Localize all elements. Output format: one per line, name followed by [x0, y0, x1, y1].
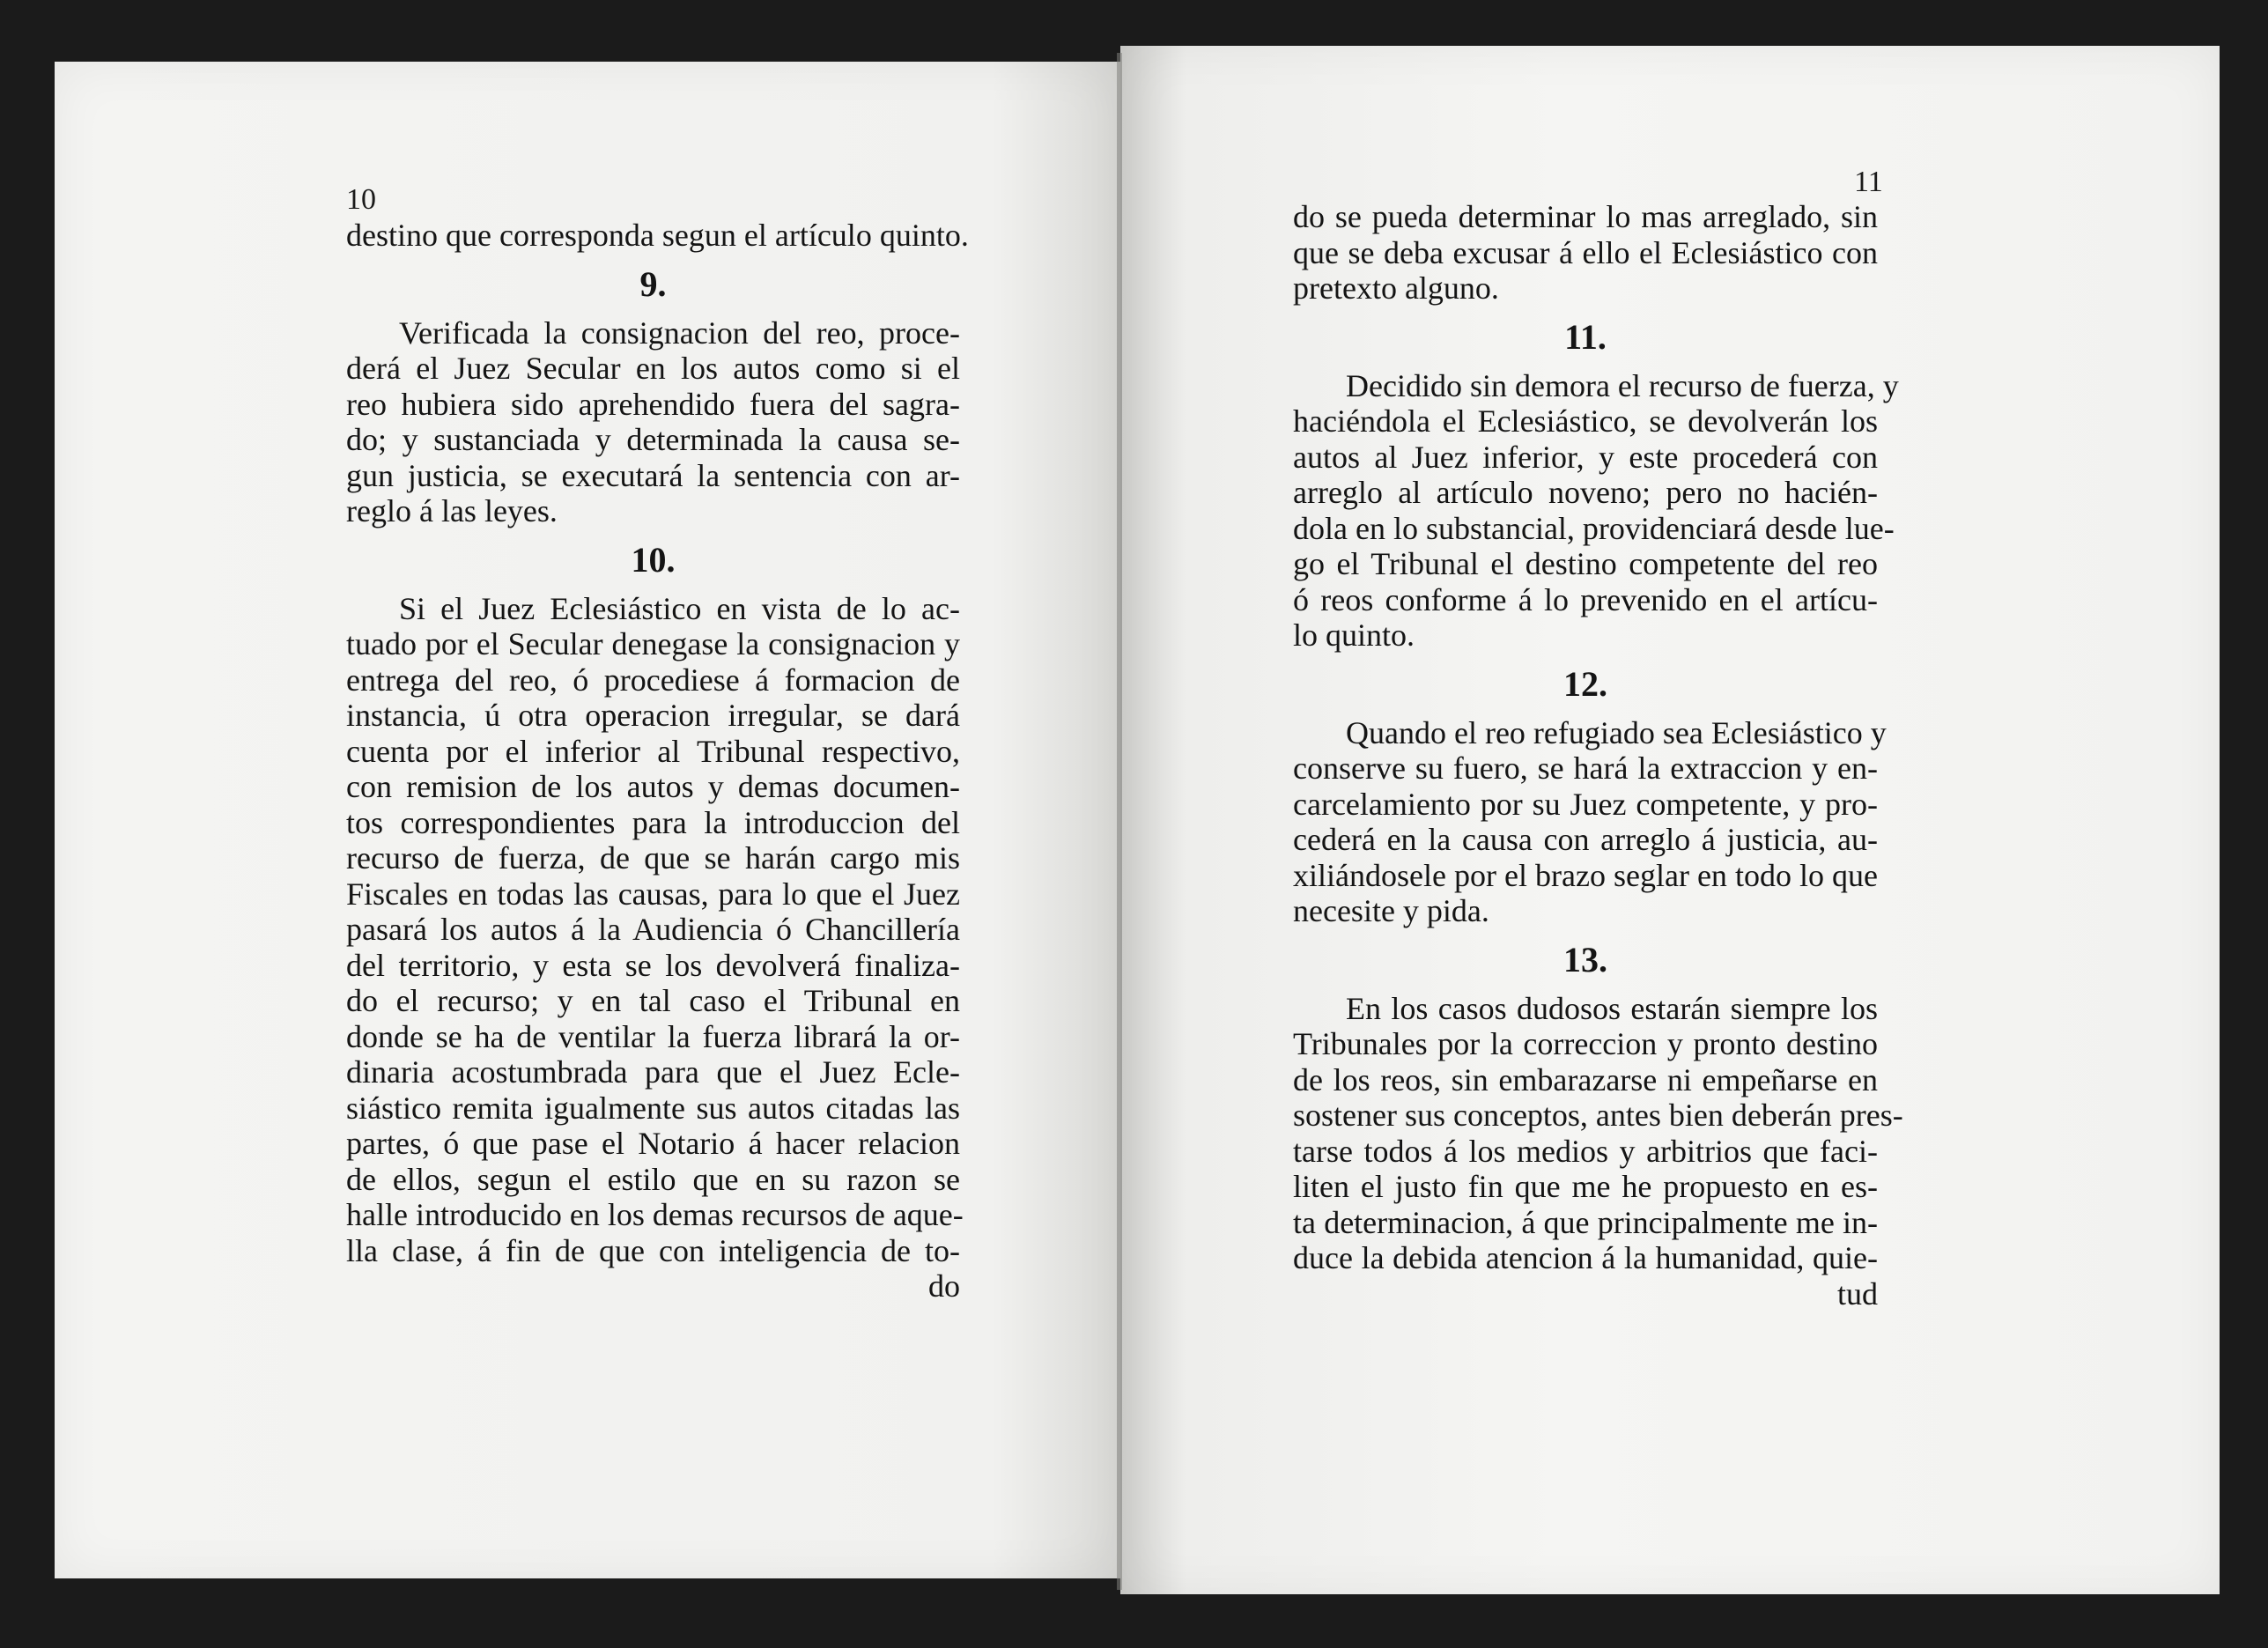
text-line: gun justicia, se executará la sentencia con ar-: [346, 457, 960, 493]
right-page-number: 11: [1854, 166, 1883, 198]
text-line: cederá en la causa con arreglo á justicia, au-: [1293, 822, 1878, 857]
text-line: cuenta por el inferior al Tribunal respectivo,: [346, 733, 960, 769]
text-line: go el Tribunal el destino competente del reo: [1293, 546, 1878, 581]
text-line: Quando el reo refugiado sea Eclesiástico y: [1346, 714, 1887, 750]
text-line: recurso de fuerza, de que se harán cargo mis: [346, 840, 960, 876]
text-line: do el recurso; y en tal caso el Tribunal en: [346, 983, 960, 1018]
paragraph: [346, 590, 964, 1269]
text-line: derá el Juez Secular en los autos como si el: [346, 351, 960, 386]
paragraph: [1293, 199, 1878, 307]
text-line: que se deba excusar á ello el Eclesiástico con: [1293, 234, 1878, 270]
text-line: destino que corresponda segun el artículo quinto.: [346, 218, 969, 253]
text-line: necesite y pida.: [1293, 893, 1489, 928]
text-line: de ellos, segun el estilo que en su razon se: [346, 1161, 960, 1197]
catchword: do: [928, 1268, 960, 1304]
article-number: 9.: [639, 263, 667, 304]
text-line: do; y sustanciada y determinada la causa se-: [346, 422, 960, 457]
right-text-column: [1293, 166, 1903, 1312]
text-line: xiliándosele por el brazo seglar en todo lo que: [1293, 857, 1878, 893]
text-line: duce la debida atencion á la humanidad, quie-: [1293, 1240, 1878, 1275]
text-line: tarse todos á los medios y arbitrios que faci-: [1293, 1133, 1878, 1169]
text-line: siástico remita igualmente sus autos citadas las: [346, 1090, 960, 1126]
text-line: pretexto alguno.: [1293, 270, 1499, 306]
text-line: reglo á las leyes.: [346, 493, 558, 528]
text-line: autos al Juez inferior, y este procederá con: [1293, 439, 1878, 475]
text-line: Decidido sin demora el recurso de fuerza, y: [1346, 367, 1899, 403]
text-line: pasará los autos á la Audiencia ó Chancillería: [346, 912, 960, 947]
text-line: do se pueda determinar lo mas arreglado, sin: [1293, 199, 1878, 234]
text-line: Fiscales en todas las causas, para lo que el Juez: [346, 876, 960, 912]
text-line: ta determinacion, á que principalmente me in-: [1293, 1204, 1878, 1240]
article-number: 12.: [1563, 663, 1607, 704]
text-line: liten el justo fin que me he propuesto en es-: [1293, 1169, 1878, 1204]
text-line: de los reos, sin embarazarse ni empeñarse en: [1293, 1061, 1878, 1097]
text-line: En los casos dudosos estarán siempre los: [1346, 990, 1878, 1026]
text-line: carcelamiento por su Juez competente, y pro-: [1293, 786, 1878, 822]
text-line: donde se ha de ventilar la fuerza librará la or-: [346, 1018, 960, 1054]
left-page-number: 10: [346, 183, 376, 216]
text-line: arreglo al artículo noveno; pero no hacién-: [1293, 475, 1878, 510]
paragraph: [1293, 990, 1903, 1276]
paragraph: [1293, 367, 1899, 654]
text-line: tuado por el Secular denegase la consignacion y: [346, 626, 960, 661]
text-line: lla clase, á fin de que con inteligencia de to-: [346, 1232, 960, 1268]
left-text-column: [346, 182, 969, 1304]
text-line: entrega del reo, ó procediese á formacion de: [346, 661, 960, 698]
article-number: 11.: [1564, 316, 1607, 357]
text-line: Tribunales por la correccion y pronto destino: [1293, 1026, 1878, 1061]
paragraph: [1293, 714, 1887, 929]
text-line: dinaria acostumbrada para que el Juez Ecle-: [346, 1054, 960, 1090]
catchword: tud: [1836, 1275, 1878, 1312]
text-line: Verificada la consignacion del reo, proce-: [399, 314, 960, 351]
text-line: lo quinto.: [1293, 617, 1415, 653]
text-line: tos correspondientes para la introduccion del: [346, 804, 960, 840]
text-line: Si el Juez Eclesiástico en vista de lo ac-: [399, 590, 960, 626]
text-line: ó reos conforme á lo prevenido en el artícu-: [1293, 581, 1878, 617]
book-spine: [1117, 53, 1122, 1590]
text-line: partes, ó que pase el Notario á hacer relacion: [346, 1126, 960, 1161]
text-line: reo hubiera sido aprehendido fuera del sagra-: [346, 386, 960, 422]
text-line: dola en lo substancial, providenciará desde lue-: [1293, 510, 1895, 546]
text-line: instancia, ú otra operacion irregular, se dará: [346, 698, 960, 733]
text-line: con remision de los autos y demas documen-: [346, 769, 960, 804]
article-number: 10.: [631, 539, 676, 580]
text-line: del territorio, y esta se los devolverá finaliza-: [346, 947, 960, 983]
text-line: conserve su fuero, se hará la extraccion y en-: [1293, 750, 1878, 786]
text-line: haciéndola el Eclesiástico, se devolverán los: [1293, 403, 1878, 439]
article-number: 13.: [1563, 939, 1607, 979]
text-line: halle introducido en los demas recursos de aque-: [346, 1197, 964, 1232]
text-line: sostener sus conceptos, antes bien deberán pres-: [1293, 1097, 1903, 1133]
paragraph: [346, 315, 960, 529]
